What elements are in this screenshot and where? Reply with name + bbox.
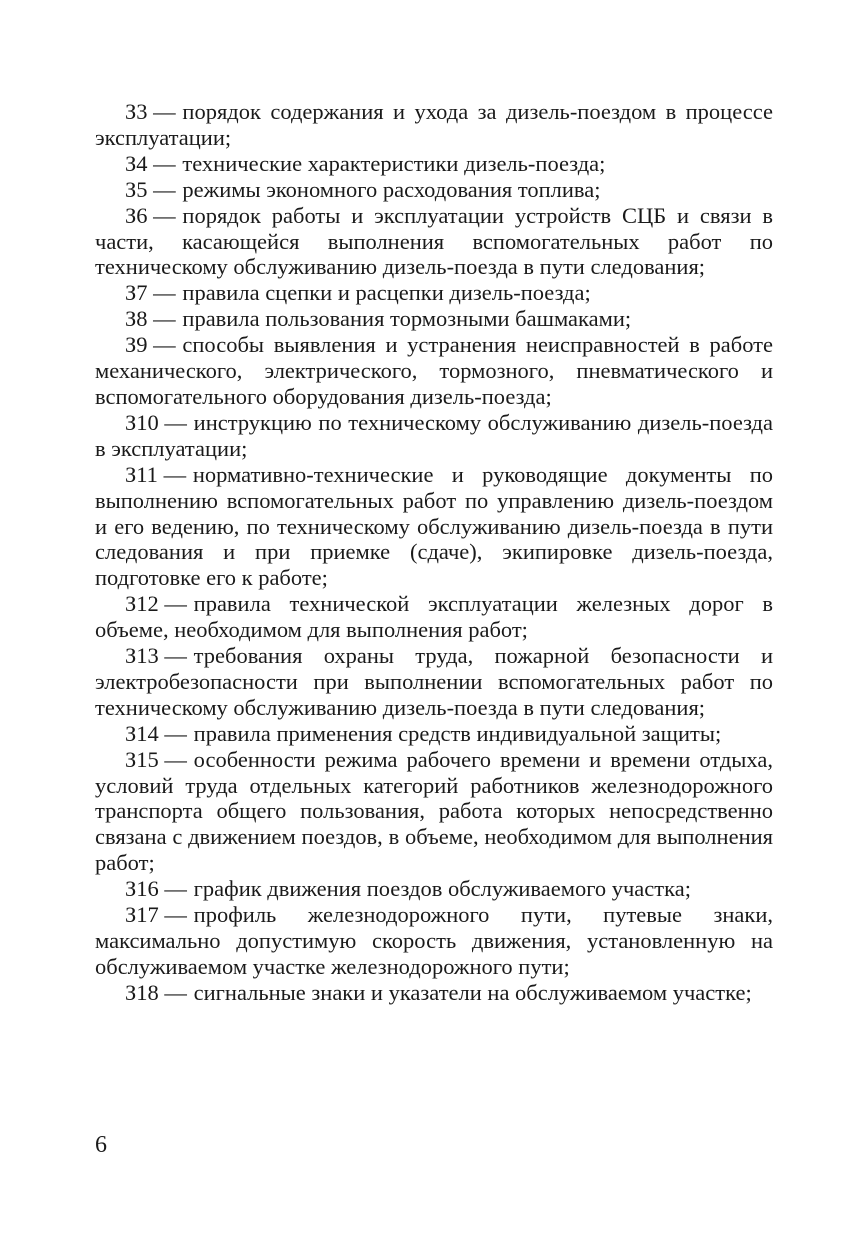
entry-code: З18 bbox=[125, 979, 159, 1005]
entry-dash: — bbox=[164, 643, 187, 669]
entry-code: З9 bbox=[125, 332, 148, 358]
entry-dash: — bbox=[164, 720, 187, 746]
entry-dash: — bbox=[163, 461, 187, 487]
entry-z6 bbox=[95, 203, 773, 281]
entry-z15 bbox=[95, 747, 773, 877]
entry-text: режимы экономного расходования топлива; bbox=[182, 176, 601, 202]
entry-code: З8 bbox=[125, 306, 148, 332]
entry-dash: — bbox=[164, 746, 187, 772]
entry-text: сигнальные знаки и указатели на обслуживаемом участке; bbox=[193, 979, 752, 1005]
entry-z10 bbox=[95, 410, 773, 462]
entry-code: З3 bbox=[125, 99, 148, 124]
entry-dash: — bbox=[153, 306, 176, 332]
entry-z4 bbox=[95, 151, 773, 177]
entry-text: правила применения средств индивидуальной защиты; bbox=[193, 720, 722, 746]
entry-z18 bbox=[95, 980, 773, 1006]
entry-text: способы выявления и устранения неисправностей в работе механического, электрического, тормозного, пневматического и вспомогательного оборудования дизель-поезда; bbox=[95, 332, 773, 409]
entry-text: инструкцию по техническому обслуживанию дизель-поезда в эксплуатации; bbox=[95, 409, 773, 461]
entry-z13 bbox=[95, 643, 773, 721]
entry-z5 bbox=[95, 177, 773, 203]
entry-code: З12 bbox=[125, 591, 159, 617]
entry-dash: — bbox=[153, 280, 176, 306]
entry-dash: — bbox=[164, 591, 187, 617]
entry-text: профиль железнодорожного пути, путевые знаки, максимально допустимую скорость движения, установленную на обслуживаемом участке железнодорожного пути; bbox=[95, 902, 773, 979]
entry-z16 bbox=[95, 876, 773, 902]
entry-text: нормативно-технические и руководящие документы по выполнению вспомогательных работ по управлению дизель-поездом и его ведению, по техническому обслуживанию дизель-поезда в пути следования и при приемке (сдаче), экипировке дизель-поезда, подготовке его к работе; bbox=[95, 461, 773, 591]
entry-z9 bbox=[95, 332, 773, 410]
entry-code: З13 bbox=[125, 643, 159, 669]
entry-code: З10 bbox=[125, 409, 159, 435]
entry-code: З16 bbox=[125, 876, 159, 902]
page-number: 6 bbox=[95, 1132, 107, 1158]
entry-dash: — bbox=[153, 202, 176, 228]
entry-dash: — bbox=[153, 99, 176, 124]
entry-text: особенности режима рабочего времени и времени отдыха, условий труда отдельных категорий работников железнодорожного транспорта общего пользования, работа которых непосредственно связана с движением поездов, в объеме, необходимом для выполнения работ; bbox=[95, 746, 773, 876]
entry-text: правила технической эксплуатации железных дорог в объеме, необходимом для выполнения работ; bbox=[95, 591, 773, 643]
entry-dash: — bbox=[164, 409, 187, 435]
entry-dash: — bbox=[164, 979, 187, 1005]
entry-text: правила сцепки и расцепки дизель-поезда; bbox=[182, 280, 591, 306]
entry-dash: — bbox=[164, 876, 187, 902]
entry-code: З6 bbox=[125, 202, 148, 228]
entry-text: порядок работы и эксплуатации устройств СЦБ и связи в части, касающейся выполнения вспомогательных работ по техническому обслуживанию дизель-поезда в пути следования; bbox=[95, 202, 773, 280]
entry-code: З7 bbox=[125, 280, 148, 306]
entry-z7 bbox=[95, 280, 773, 306]
entry-dash: — bbox=[153, 332, 176, 358]
entry-z8 bbox=[95, 306, 773, 332]
entry-code: З4 bbox=[125, 150, 148, 176]
entry-text: правила пользования тормозными башмаками; bbox=[182, 306, 632, 332]
entry-text: технические характеристики дизель-поезда; bbox=[182, 150, 606, 176]
entry-z11 bbox=[95, 462, 773, 592]
entry-code: З11 bbox=[125, 461, 158, 487]
entry-code: З14 bbox=[125, 720, 159, 746]
entry-z12 bbox=[95, 591, 773, 643]
entry-dash: — bbox=[153, 176, 176, 202]
entry-code: З17 bbox=[125, 902, 159, 928]
entry-text: требования охраны труда, пожарной безопасности и электробезопасности при выполнении вспомогательных работ по техническому обслуживанию дизель-поезда в пути следования; bbox=[95, 643, 773, 720]
entry-code: З5 bbox=[125, 176, 148, 202]
entry-z14 bbox=[95, 721, 773, 747]
entry-text: график движения поездов обслуживаемого участка; bbox=[193, 876, 691, 902]
page-body-text bbox=[95, 99, 773, 1006]
entry-code: З15 bbox=[125, 746, 159, 772]
entry-text: порядок содержания и ухода за дизель-поездом в процессе эксплуатации; bbox=[95, 99, 773, 150]
entry-dash: — bbox=[153, 150, 176, 176]
entry-z3 bbox=[95, 99, 773, 151]
entry-dash: — bbox=[164, 902, 187, 928]
entry-z17 bbox=[95, 902, 773, 980]
